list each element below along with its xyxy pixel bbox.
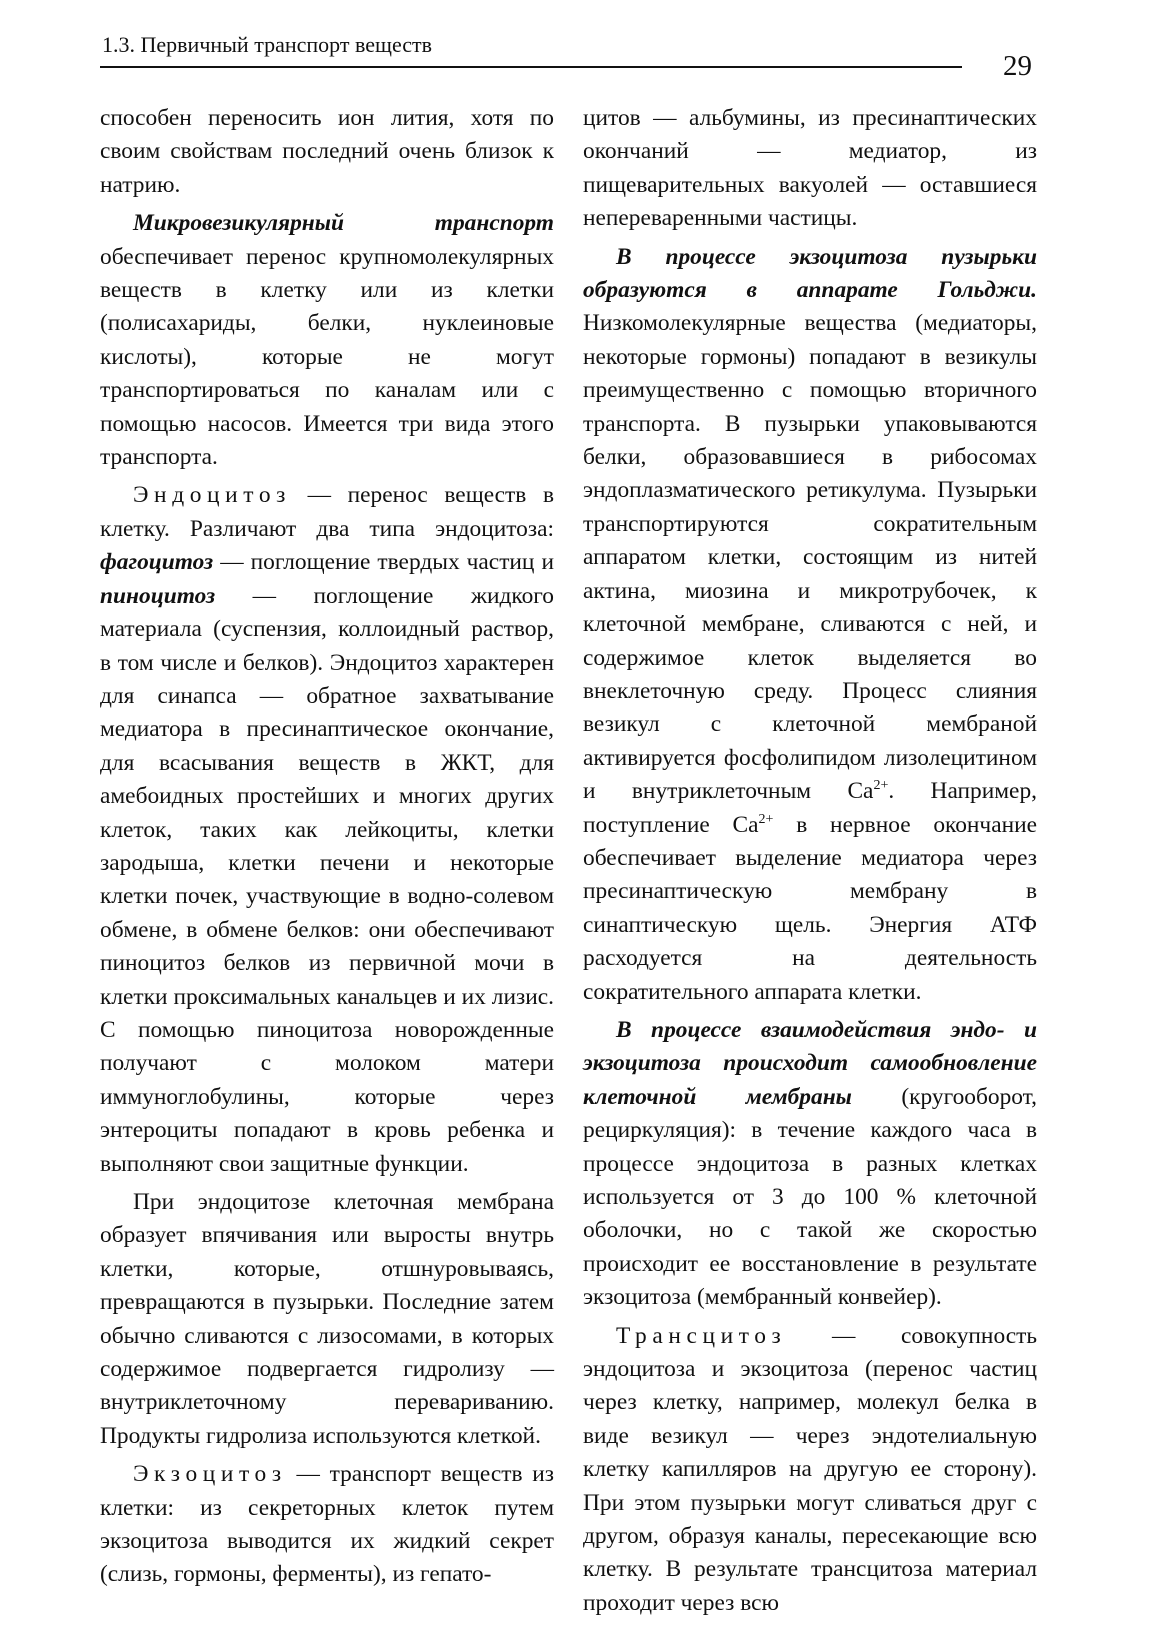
left-p4-text: При эндоцитозе клеточная мембрана образует впячивания или выросты внутрь клетки, которые, отшнуровываясь, превращаются в пузырьки. Последние затем обычно сливаются с лизосомами, в которых содержимое подвергается гидролизу — внутриклеточному перевариванию. Продукты гидролиза используются клеткой. [100, 1189, 554, 1449]
left-p3-text-3: — поглощение жидкого материала (суспензия, коллоидный раствор, в том числе и белков). Эндоцитоз характерен для синапса — обратное захватывание медиатора в пресинаптическое окончание, для всасывания веществ в ЖКТ, для амебоидных простейших и многих других клеток, таких как лейкоциты, клетки зародыша, клетки печени и некоторые клетки почек, участвующие в водно-солевом обмене, в обмене белков: они обеспечивают пиноцитоз белков из первичной мочи в клетки проксимальных канальцев и их лизис. С помощью пиноцитоза новорожденные получают с молоком матери иммуноглобулины, которые через энтероциты попадают в кровь ребенка и выполняют свои защитные функции. [100, 582, 554, 1177]
left-p2-text: обеспечивает перенос крупномолекулярных веществ в клетку или из клетки (полисахариды, белки, нуклеиновые кислоты), которые не могут транспортироваться по каналам или с помощью насосов. Имеется три вида этого транспорта. [100, 243, 554, 471]
left-paragraph-2 [100, 207, 554, 474]
term-transcytosis: Трансцитоз [616, 1322, 787, 1349]
term-endocytosis: Эндоцитоз [133, 482, 291, 509]
left-p1-text: способен переносить ион лития, хотя по своим свойствам последний очень близок к натрию. [100, 105, 554, 198]
right-p2-text-1: Низкомолекулярные вещества (медиаторы, некоторые гормоны) попадают в везикулы преимущественно с помощью вторичного транспорта. В пузырьки упаковываются белки, образовавшиеся в рибосомах эндоплазматического ретикулума. Пузырьки транспортируются сократительным аппаратом клетки, состоящим из нитей актина, миозина и микротрубочек, к клеточной мембране, сливаются с ней, и содержимое клеток выделяется во внеклеточную среду. Процесс слияния везикул с клеточной мембраной активируется фосфолипидом лизолецитином и внутриклеточным Ca [583, 310, 1037, 805]
left-paragraph-5 [100, 1458, 554, 1592]
right-paragraph-4 [583, 1320, 1037, 1621]
emphasis-golgi: В процессе экзоцитоза пузырьки образуются в аппарате Гольджи. [583, 243, 1037, 304]
running-title: 1.3. Первичный транспорт веществ [102, 32, 433, 57]
right-column [583, 102, 1037, 1625]
right-p2-text-2: . Например, поступление Ca [583, 778, 1037, 838]
left-paragraph-1 [100, 102, 554, 202]
right-paragraph-2 [583, 241, 1037, 1009]
header-rule [100, 66, 962, 68]
right-paragraph-3 [583, 1014, 1037, 1315]
superscript-charge-2: 2+ [758, 811, 774, 827]
left-column [100, 102, 554, 1597]
term-pinocytosis: пиноцитоз [100, 582, 216, 609]
left-paragraph-3 [100, 479, 554, 1181]
left-paragraph-4 [100, 1186, 554, 1453]
term-exocytosis: Экзоцитоз [133, 1461, 287, 1488]
right-p3-text: (кругооборот, рециркуляция): в течение каждого часа в процессе эндоцитоза в разных клетках используется от 3 до 100 % клеточной оболочки, но с такой же скоростью происходит ее восстановление в результате экзоцитоза (мембранный конвейер). [583, 1083, 1037, 1311]
left-p3-text-1: — перенос веществ в клетку. Различают два типа эндоцитоза: [100, 482, 554, 542]
left-p3-text-2: — поглощение твердых частиц и [213, 549, 554, 576]
term-microvesicular-transport: Микровезикулярный транспорт [133, 210, 554, 237]
term-phagocytosis: фагоцитоз [100, 549, 214, 576]
left-p5-text: — транспорт веществ из клетки: из секреторных клеток путем экзоцитоза выводится их жидкий секрет (слизь, гормоны, ферменты), из гепато- [100, 1461, 554, 1588]
right-p4-text: — совокупность эндоцитоза и экзоцитоза (перенос частиц через клетку, например, молекул белка в виде везикул — через эндотелиальную клетку капилляров на другую ее сторону). При этом пузырьки могут сливаться друг с другом, образуя каналы, пересекающие всю клетку. В результате трансцитоза материал проходит через всю [583, 1322, 1037, 1616]
superscript-charge-1: 2+ [873, 778, 889, 794]
right-p1-text: цитов — альбумины, из пресинаптических окончаний — медиатор, из пищеварительных вакуолей — оставшиеся непереваренными частицы. [583, 105, 1037, 232]
page-number: 29 [1003, 50, 1032, 82]
emphasis-membrane-renewal: В процессе взаимодействия эндо- и экзоцитоза происходит самообновление клеточной мембраны [583, 1016, 1037, 1110]
right-paragraph-1 [583, 102, 1037, 236]
right-p2-text-3: в нервное окончание обеспечивает выделение медиатора через пресинаптическую мембрану в синаптическую щель. Энергия АТФ расходуется на деятельность сократительного аппарата клетки. [583, 811, 1037, 1005]
